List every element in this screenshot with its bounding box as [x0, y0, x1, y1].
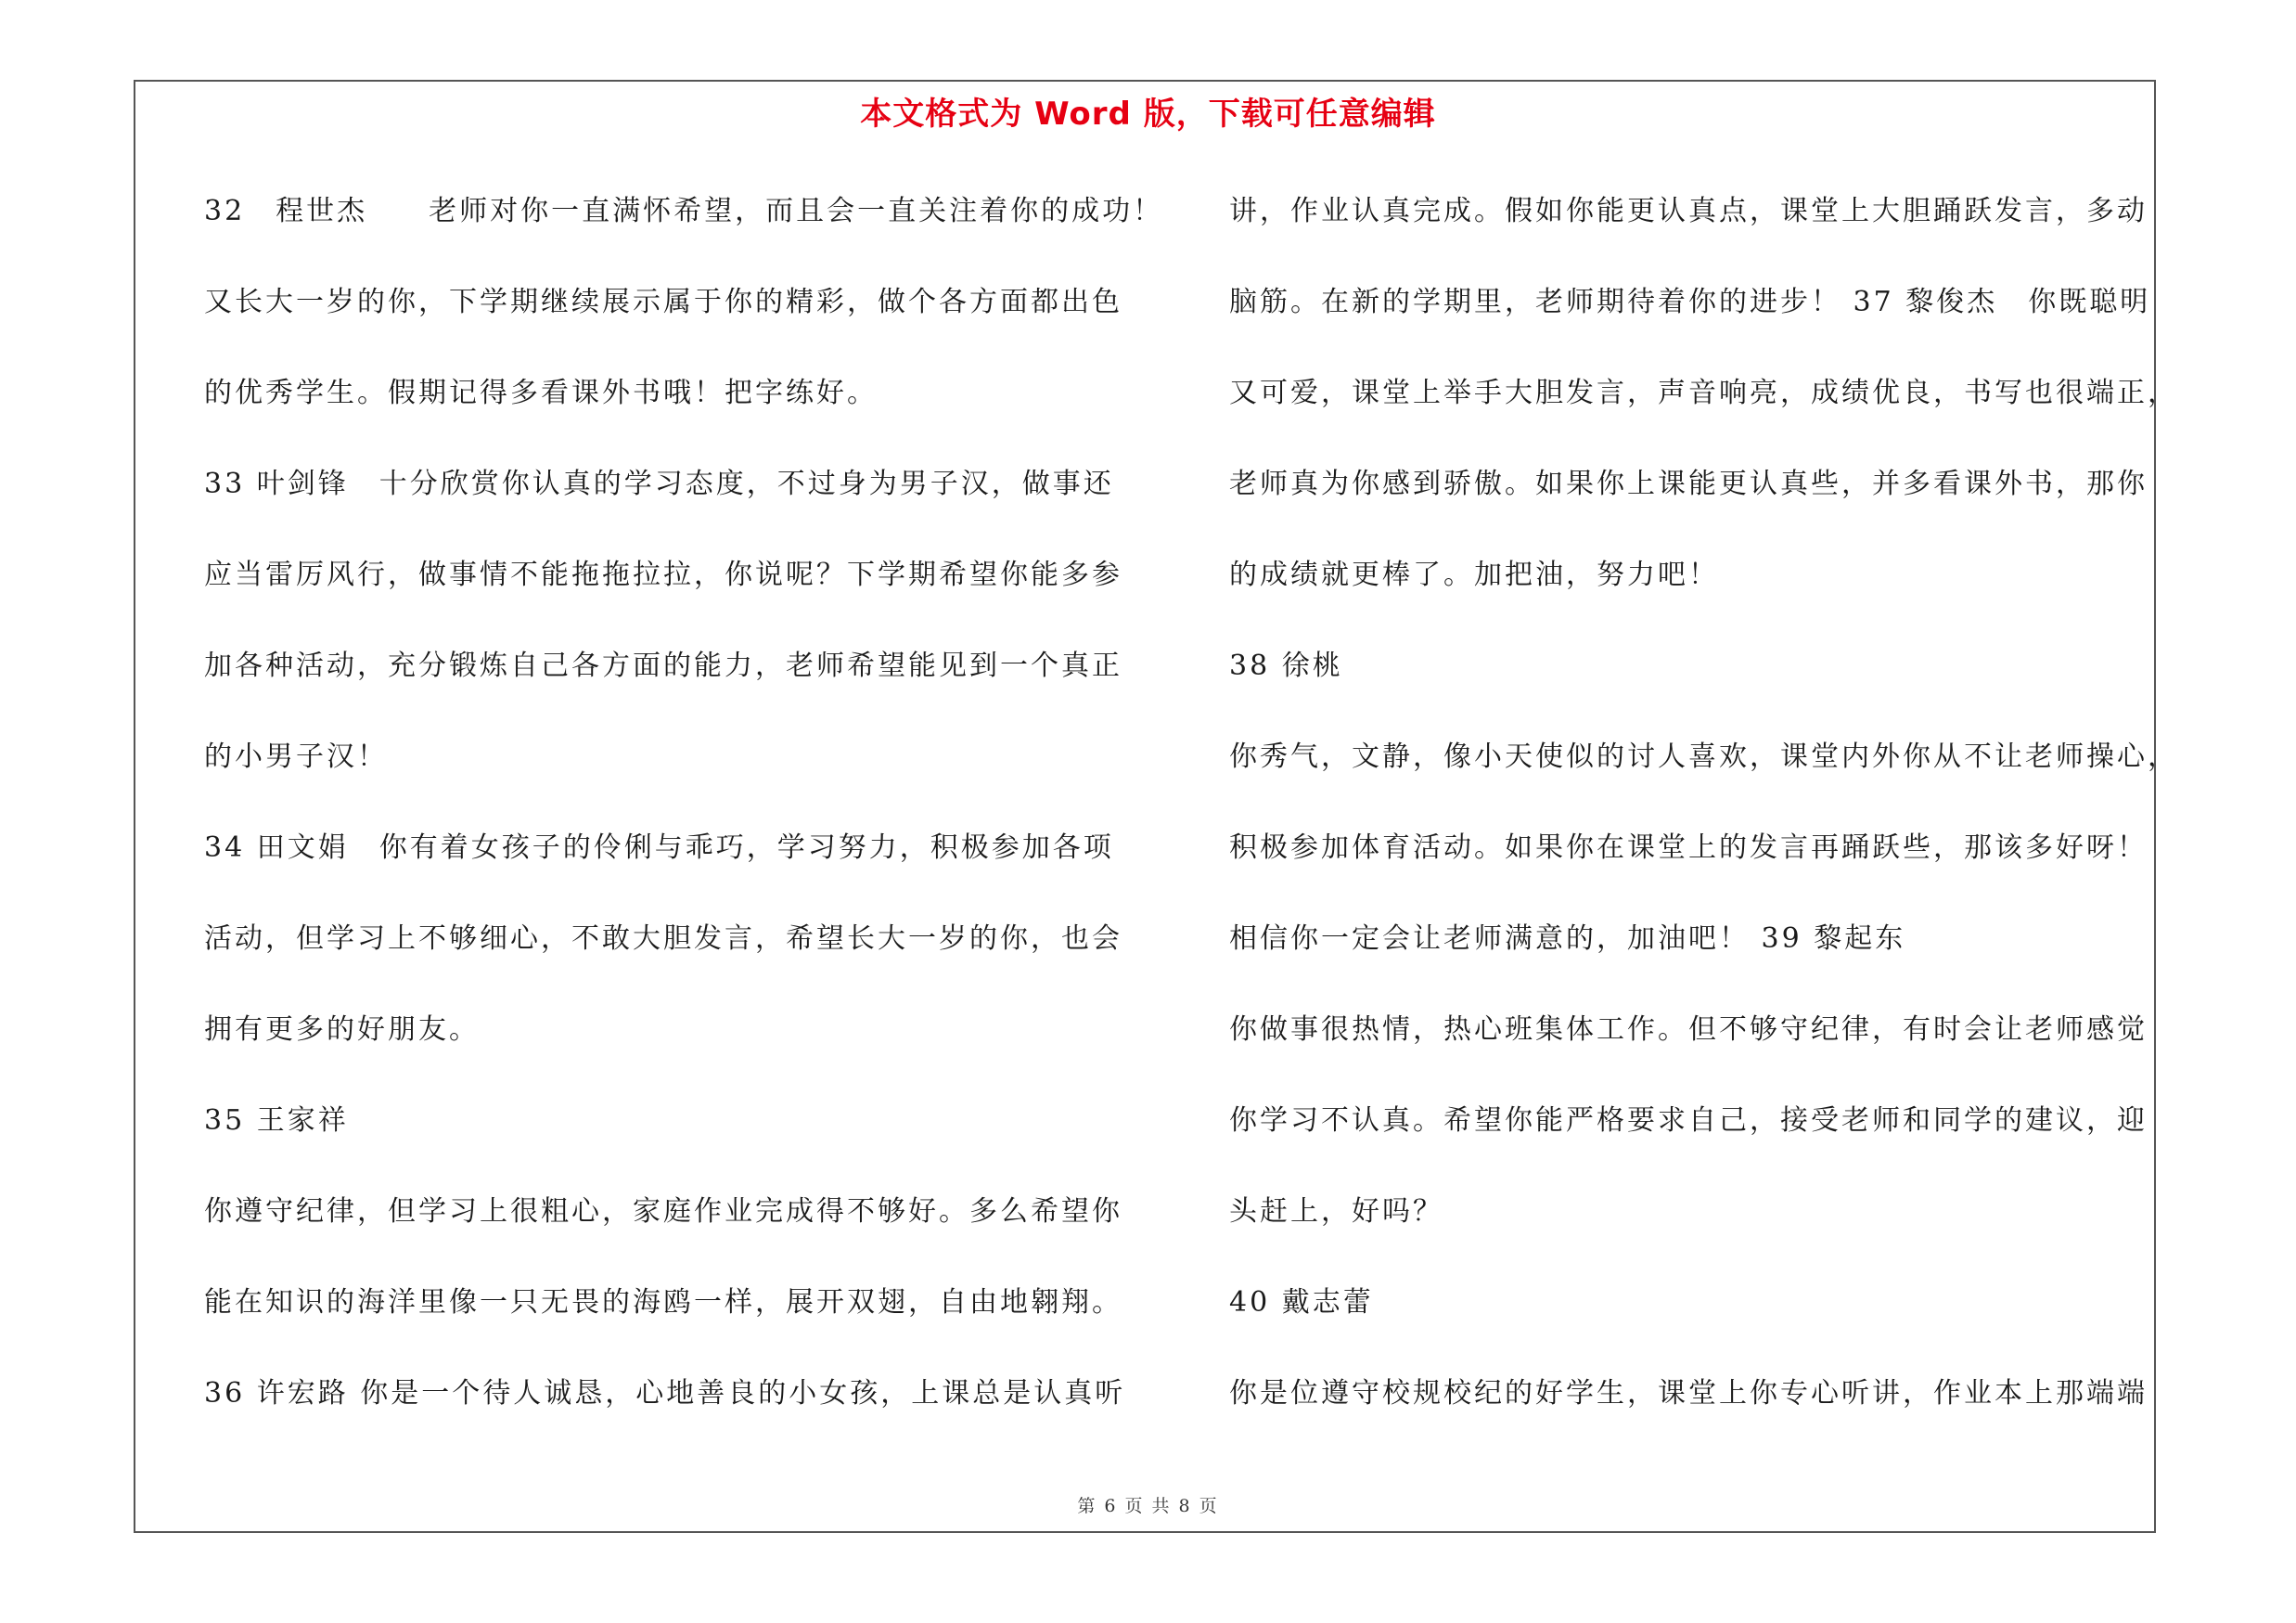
- text-line: 的小男子汉！: [204, 741, 388, 773]
- text-line: 又可爱，课堂上举手大胆发言，声音响亮，成绩优良，书写也很端正，: [1229, 377, 2178, 409]
- text-line: 能在知识的海洋里像一只无畏的海鸥一样，展开双翅，自由地翱翔。: [204, 1286, 1122, 1319]
- text-line: 34 田文娟 你有着女孩子的伶俐与乖巧，学习努力，积极参加各项: [204, 831, 1114, 864]
- text-line: 你秀气，文静，像小天使似的讨人喜欢，课堂内外你从不让老师操心，: [1229, 741, 2178, 773]
- text-line: 拥有更多的好朋友。: [204, 1013, 480, 1046]
- right-text-column: [1229, 184, 2194, 1457]
- text-line: 33 叶剑锋 十分欣赏你认真的学习态度，不过身为男子汉，做事还: [204, 468, 1114, 500]
- text-line: 你是位遵守校规校纪的好学生，课堂上你专心听讲，作业本上那端端: [1229, 1377, 2148, 1410]
- text-line: 头赶上，好吗？: [1229, 1195, 1443, 1228]
- text-line: 应当雷厉风行，做事情不能拖拖拉拉，你说呢？下学期希望你能多参: [204, 559, 1122, 591]
- text-line: 相信你一定会让老师满意的，加油吧！ 39 黎起东: [1229, 922, 1906, 955]
- text-line: 36 许宏路 你是一个待人诚恳，心地善良的小女孩，上课总是认真听: [204, 1377, 1126, 1410]
- left-text-column: [204, 184, 1164, 1457]
- text-line: 老师真为你感到骄傲。如果你上课能更认真些，并多看课外书，那你: [1229, 468, 2148, 500]
- text-line: 讲，作业认真完成。假如你能更认真点，课堂上大胆踊跃发言，多动: [1229, 195, 2148, 227]
- text-line: 加各种活动，充分锻炼自己各方面的能力，老师希望能见到一个真正: [204, 650, 1122, 682]
- text-line: 又长大一岁的你，下学期继续展示属于你的精彩，做个各方面都出色: [204, 286, 1122, 318]
- text-line: 活动，但学习上不够细心，不敢大胆发言，希望长大一岁的你，也会: [204, 922, 1122, 955]
- text-line: 35 王家祥: [204, 1104, 349, 1137]
- text-line: 脑筋。在新的学期里，老师期待着你的进步！ 37 黎俊杰 你既聪明: [1229, 286, 2151, 318]
- text-line: 40 戴志蕾: [1229, 1286, 1374, 1319]
- text-line: 的优秀学生。假期记得多看课外书哦！把字练好。: [204, 377, 878, 409]
- text-line: 的成绩就更棒了。加把油，努力吧！: [1229, 559, 1719, 591]
- page-number: 第 6 页 共 8 页: [1077, 1496, 1219, 1516]
- watermark-banner: 本文格式为 Word 版，下载可任意编辑: [860, 96, 1436, 133]
- text-line: 32 程世杰 老师对你一直满怀希望，而且会一直关注着你的成功！: [204, 195, 1164, 227]
- text-line: 38 徐桃: [1229, 650, 1343, 682]
- text-line: 你遵守纪律，但学习上很粗心，家庭作业完成得不够好。多么希望你: [204, 1195, 1122, 1228]
- text-line: 你做事很热情，热心班集体工作。但不够守纪律，有时会让老师感觉: [1229, 1013, 2148, 1046]
- text-line: 你学习不认真。希望你能严格要求自己，接受老师和同学的建议，迎: [1229, 1104, 2148, 1137]
- text-line: 积极参加体育活动。如果你在课堂上的发言再踊跃些，那该多好呀！: [1229, 831, 2148, 864]
